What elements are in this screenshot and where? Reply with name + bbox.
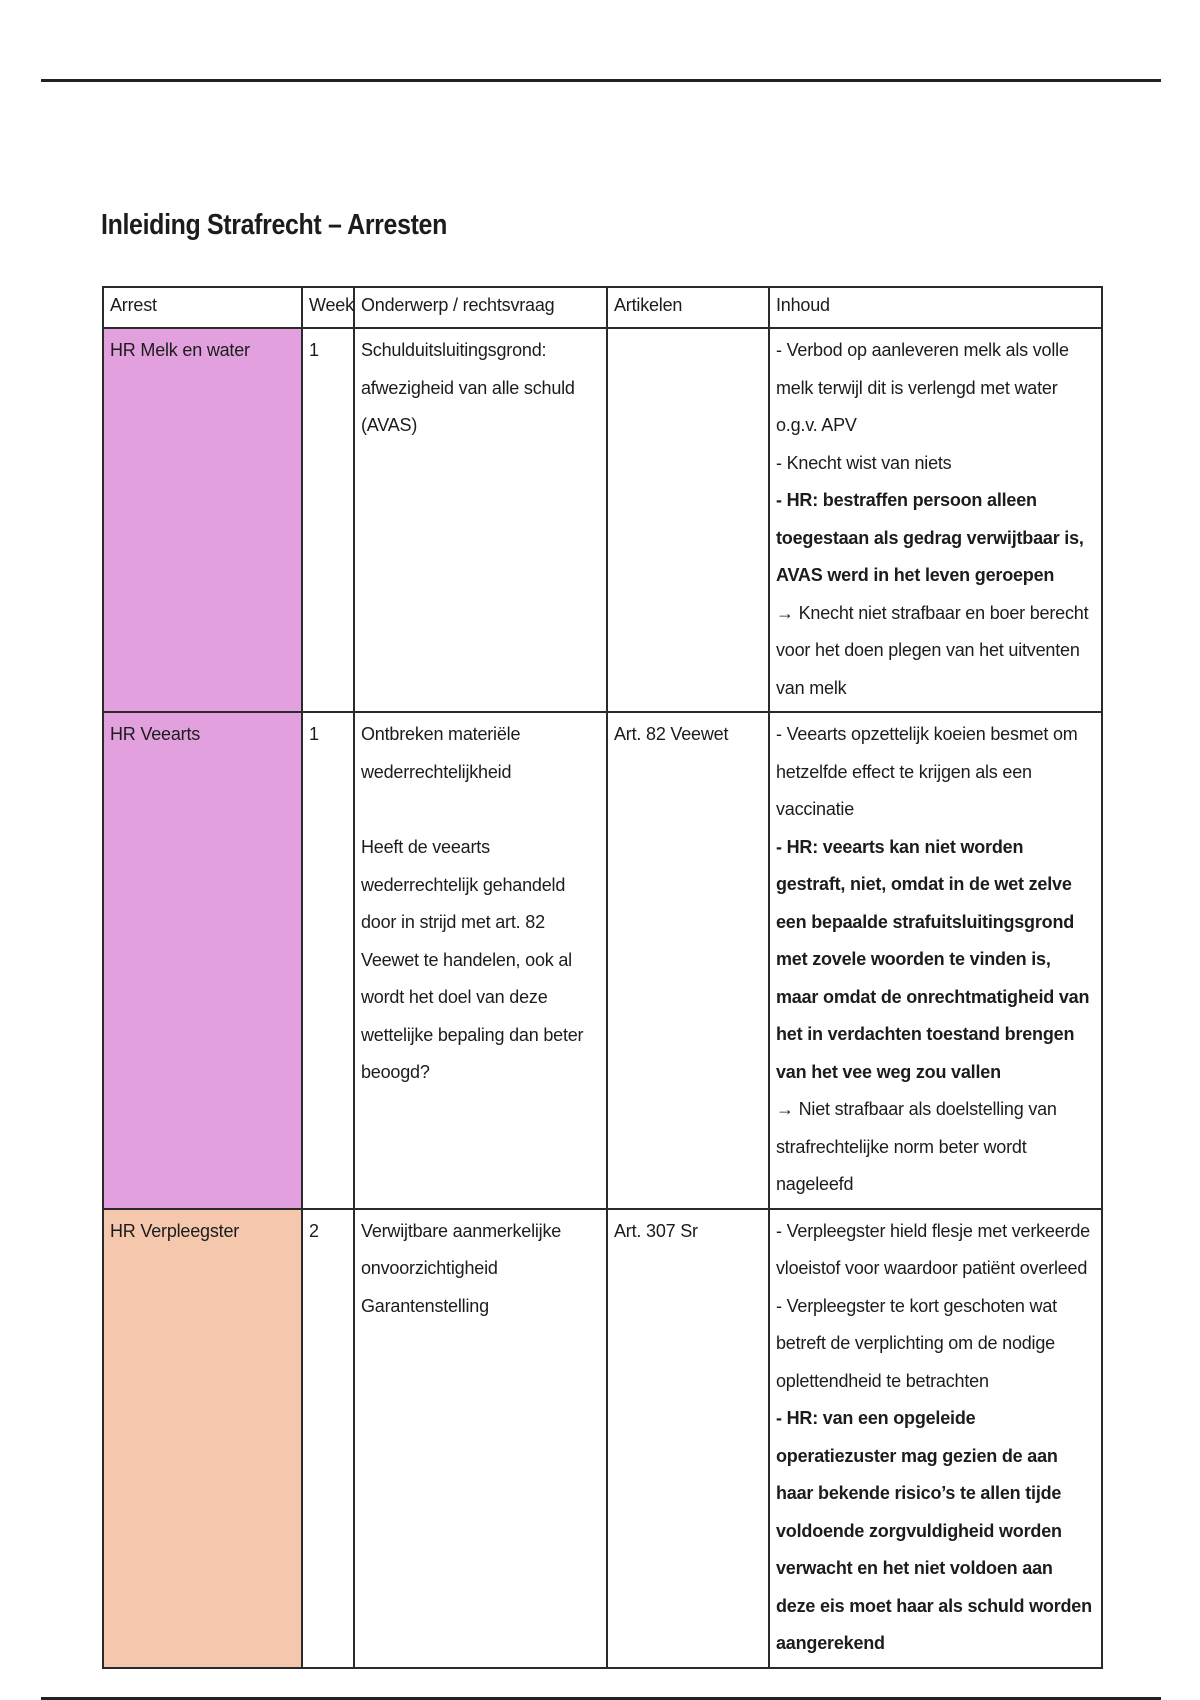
week-cell: 2 [302,1209,354,1668]
inhoud-paragraph: - Verbod op aanleveren melk als volle melk terwijl dit is verlengd met water o.g.v. APV [776,340,1069,435]
top-rule [41,79,1161,82]
onderwerp-line: Verwijtbare aanmerkelijke onvoorzichtigheid [361,1220,562,1278]
arresten-table [102,286,1103,1669]
onderwerp-cell [354,328,607,712]
onderwerp-line: afwezigheid van alle schuld (AVAS) [361,377,575,435]
inhoud-ruling: - HR: van een opgeleide operatiezuster mag gezien de aan haar bekende risico’s te allen tijde voldoende zorgvuldigheid worden verwacht en het niet voldoen aan deze eis moet haar als schuld worden aangerekend [776,1408,1092,1653]
table-header-row [103,287,1102,328]
inhoud-ruling: - HR: veearts kan niet worden gestraft, niet, omdat in de wet zelve een bepaalde strafuitsluitingsgrond met zovele woorden te vinden is, maar omdat de onrechtmatigheid van het in verdachten toestand brengen van het vee weg zou vallen [776,836,1090,1082]
inhoud-paragraph: - Knecht wist van niets [776,452,952,473]
paragraph-gap [361,791,601,829]
table-row [103,328,1102,712]
inhoud-ruling: - HR: bestraffen persoon alleen toegestaan als gedrag verwijtbaar is, AVAS werd in het leven geroepen [776,490,1084,585]
arrest-cell: HR Melk en water [103,328,302,712]
onderwerp-line: Ontbreken materiële wederrechtelijkheid [361,724,521,782]
inhoud-conclusion: → Knecht niet strafbaar en boer berecht voor het doen plegen van het uitventen van melk [776,602,1089,698]
week-cell: 1 [302,328,354,712]
document-title: Inleiding Strafrecht – Arresten [101,209,447,241]
inhoud-paragraph: - Verpleegster hield flesje met verkeerde vloeistof voor waardoor patiënt overleed [776,1220,1090,1278]
header-inhoud: Inhoud [769,287,1102,328]
onderwerp-line: Garantenstelling [361,1295,489,1316]
arrest-cell: HR Veearts [103,712,302,1209]
arrest-cell: HR Verpleegster [103,1209,302,1668]
table-row [103,1209,1102,1668]
table-row [103,712,1102,1209]
onderwerp-question: Heeft de veearts wederrechtelijk gehandeld door in strijd met art. 82 Veewet te handelen, ook al wordt het doel van deze wettelijke bepaling dan beter beoogd? [361,837,584,1082]
inhoud-cell [769,712,1102,1209]
onderwerp-cell [354,712,607,1209]
inhoud-paragraph: - Verpleegster te kort geschoten wat betreft de verplichting om de nodige oplettendheid te betrachten [776,1295,1057,1391]
inhoud-conclusion: → Niet strafbaar als doelstelling van strafrechtelijke norm beter wordt nageleefd [776,1099,1057,1194]
artikelen-cell: Art. 82 Veewet [607,712,769,1209]
artikelen-cell [607,328,769,712]
week-cell: 1 [302,712,354,1209]
inhoud-paragraph: - Veearts opzettelijk koeien besmet om hetzelfde effect te krijgen als een vaccinatie [776,724,1078,819]
header-arrest: Arrest [103,287,302,328]
header-onderwerp: Onderwerp / rechtsvraag [354,287,607,328]
header-artikelen: Artikelen [607,287,769,328]
inhoud-cell [769,328,1102,712]
onderwerp-cell [354,1209,607,1668]
header-week: Week [302,287,354,328]
artikelen-cell: Art. 307 Sr [607,1209,769,1668]
onderwerp-line: Schulduitsluitingsgrond: [361,340,547,360]
inhoud-cell [769,1209,1102,1668]
